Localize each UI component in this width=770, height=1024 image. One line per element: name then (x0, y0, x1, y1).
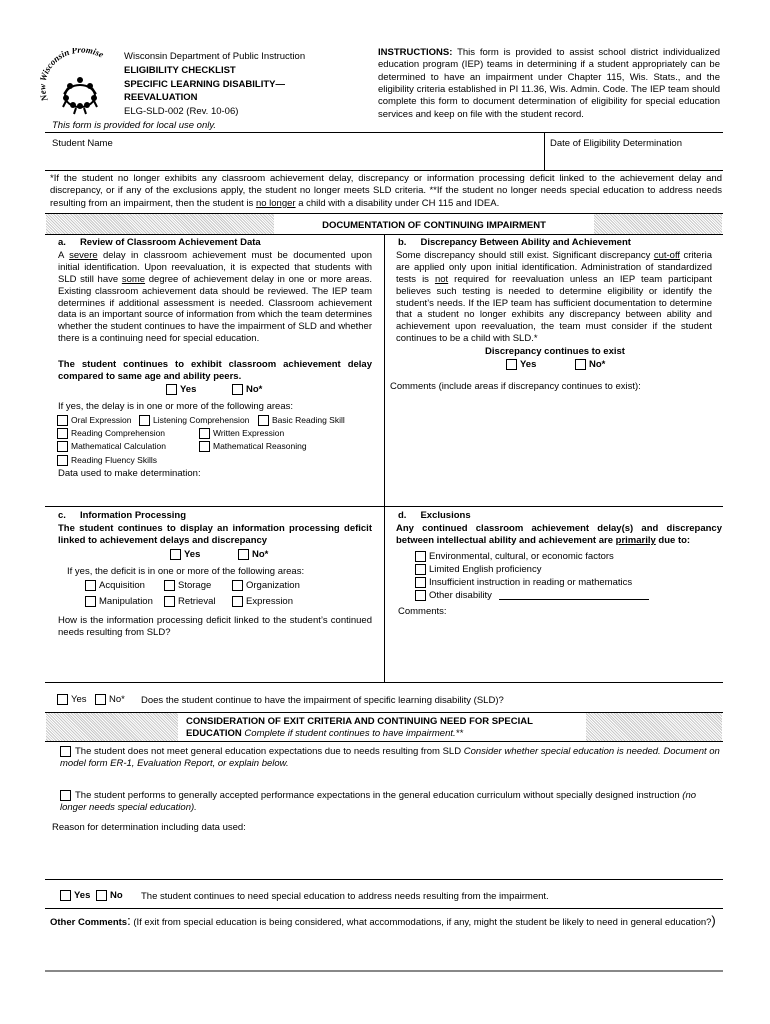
storage-label: Storage (178, 580, 212, 591)
basic-reading-label: Basic Reading Skill (272, 415, 345, 426)
sec-a-if-yes: If yes, the delay is in one or more of the following areas: (58, 401, 293, 412)
sec-a-title: Review of Classroom Achievement Data (79, 237, 261, 248)
sec-a-no-checkbox[interactable] (232, 384, 243, 395)
form-title-2: SPECIFIC LEARNING DISABILITY— (124, 78, 285, 90)
sec-b-letter: b. (398, 237, 407, 248)
form-title-1: ELIGIBILITY CHECKLIST (124, 64, 236, 76)
eligibility-note (50, 173, 722, 210)
exit-option-2-checkbox[interactable] (60, 790, 71, 801)
children-circle-icon (40, 48, 120, 118)
other-disability-field[interactable] (499, 591, 649, 600)
written-expression-checkbox[interactable] (199, 428, 210, 439)
storage-checkbox[interactable] (164, 580, 175, 591)
retrieval-checkbox[interactable] (164, 596, 175, 607)
sec-c-letter: c. (58, 510, 66, 521)
limited-english-checkbox[interactable] (415, 564, 426, 575)
student-name-field[interactable] (48, 148, 538, 168)
environmental-checkbox[interactable] (415, 551, 426, 562)
logo-text: isconsin Promise (40, 48, 106, 76)
manipulation-checkbox[interactable] (85, 596, 96, 607)
reading-fluency-label: Reading Fluency Skills (71, 455, 157, 466)
sec-b-yes-checkbox[interactable] (506, 359, 517, 370)
organization-checkbox[interactable] (232, 580, 243, 591)
instructions (378, 47, 720, 121)
reading-comprehension-label: Reading Comprehension (71, 428, 166, 439)
sec-c-how: How is the information processing deficit linked to the student’s continued needs resulting from SLD? (58, 615, 372, 638)
sec-a-question: The student continues to exhibit classroom achievement delay compared to same age and ability peers. (58, 359, 372, 382)
department-name: Wisconsin Department of Public Instruction (124, 51, 306, 62)
expression-checkbox[interactable] (232, 596, 243, 607)
oral-expression-checkbox[interactable] (57, 415, 68, 426)
form-id: ELG-SLD-002 (Rev. 10-06) (124, 106, 239, 118)
need-yes-checkbox[interactable] (60, 890, 71, 901)
limited-english-label: Limited English proficiency (429, 564, 542, 575)
note-text-1: *If the student no longer exhibits any classroom achievement delay, discrepancy or information processing deficit linked to the achievement delay and discrepancy, or if any of the exclusions apply, the student no longer meets SLD criteria. **If the student no longer needs special education to address needs resulting from an impairment, then the student is (50, 173, 722, 209)
listening-comprehension-label: Listening Comprehension (153, 415, 250, 426)
math-reasoning-checkbox[interactable] (199, 441, 210, 452)
sld-question: Does the student continue to have the impairment of specific learning disability (SLD)? (141, 695, 504, 706)
date-field[interactable] (548, 148, 720, 168)
sld-yes-label: Yes (71, 694, 87, 705)
listening-comprehension-checkbox[interactable] (139, 415, 150, 426)
need-no-checkbox[interactable] (96, 890, 107, 901)
sec-a-data-used: Data used to make determination: (58, 468, 201, 479)
sec-b-yes-label: Yes (520, 359, 537, 370)
acquisition-checkbox[interactable] (85, 580, 96, 591)
math-calculation-checkbox[interactable] (57, 441, 68, 452)
sec-c-yes-label: Yes (184, 549, 201, 560)
need-yes-label: Yes (74, 890, 91, 901)
sld-no-label: No* (109, 694, 125, 705)
other-disability-label: Other disability (429, 590, 492, 601)
exit-criteria-title: CONSIDERATION OF EXIT CRITERIA AND CONTINUING NEED FOR SPECIAL EDUCATION Complete if student continues to have impairment.** (186, 716, 533, 739)
sec-d-letter: d. (398, 510, 407, 521)
sec-d-title: Exclusions (420, 510, 471, 521)
need-question: The student continues to need special education to address needs resulting from the impairment. (141, 891, 549, 902)
date-label: Date of Eligibility Determination (550, 138, 683, 149)
exit-reason-label: Reason for determination including data used: (52, 822, 246, 833)
sec-a-yes-checkbox[interactable] (166, 384, 177, 395)
sec-a-yes-label: Yes (180, 384, 197, 395)
instructions-label: INSTRUCTIONS: (378, 47, 453, 58)
exit-option-1-checkbox[interactable] (60, 746, 71, 757)
local-use-note: This form is provided for local use only. (52, 120, 217, 131)
acquisition-label: Acquisition (99, 580, 145, 591)
instructions-text: This form is provided to assist school district individualized education program (IEP) teams in determining if a student appropriately can be determined to have an impairment under Chapter 115, Wis. Stats., and the eligibility criteria established in PI 11.36, Wis. Admin. Code. The IEP team should complete this form to document determination of eligibility for special education services and keep on file with the student record. (378, 47, 721, 120)
sec-c-title: Information Processing (79, 510, 187, 521)
note-text-3: a child with a disability under CH 115 and IDEA. (295, 197, 500, 209)
reading-fluency-checkbox[interactable] (57, 455, 68, 466)
sec-b-body: Some discrepancy should still exist. Significant discrepancy cut-off criteria are applied only upon initial identification. Administration of standardized tests is not required for reevaluation unless an IEP team participant believes such testing is needed to determine eligibility or identify the student’s needs. If the IEP team has sufficient documentation to determine that a student no longer exhibits any discrepancy between ability and achievement upon reevaluation, the team must consider if the student continues to be a child with SLD.* (396, 250, 713, 345)
need-no-label: No (110, 890, 123, 901)
sec-b-exists: Discrepancy continues to exist (485, 346, 625, 357)
sec-c-no-checkbox[interactable] (238, 549, 249, 560)
basic-reading-checkbox[interactable] (258, 415, 269, 426)
documentation-title: DOCUMENTATION OF CONTINUING IMPAIRMENT (322, 220, 546, 231)
manipulation-label: Manipulation (99, 596, 153, 607)
expression-label: Expression (246, 596, 293, 607)
sec-c-question: The student continues to display an information processing deficit linked to achievement delays and discrepancy (58, 523, 372, 546)
exit-option-2: The student performs to generally accepted performance expectations in the general education curriculum without specially designed instruction (no longer needs special education). (60, 790, 697, 814)
sec-b-no-checkbox[interactable] (575, 359, 586, 370)
retrieval-label: Retrieval (178, 596, 216, 607)
other-comments: Other Comments: (If exit from special education is being considered, what accommodations, if any, might the student be likely to need in general education?) (50, 913, 716, 928)
other-comments-text: (If exit from special education is being considered, what accommodations, if any, might the student be likely to need in general education? (133, 917, 712, 928)
other-disability-checkbox[interactable] (415, 590, 426, 601)
exit-option-1: The student does not meet general education expectations due to needs resulting from SLD Consider whether special education is needed. Document on model form ER-1, Evaluation Report, or explain below. (60, 746, 720, 770)
sec-a-body: A severe delay in classroom achievement must be documented upon initial identification. Upon reevaluation, it is expected that students with SLD still have some degree of achievement delay in one or more areas. Existing classroom achievement data should be reviewed. The IEP team determines if additional assessment is needed. Classroom achievement data is an important source of information from which the team determines whether the student continues to have the impairment of SLD and whether there is a continuing need for special education. (58, 250, 373, 345)
insufficient-instruction-checkbox[interactable] (415, 577, 426, 588)
sec-b-comments: Comments (include areas if discrepancy continues to exist): (390, 381, 641, 392)
math-reasoning-label: Mathematical Reasoning (213, 441, 307, 452)
environmental-label: Environmental, cultural, or economic factors (429, 551, 614, 562)
sld-yes-checkbox[interactable] (57, 694, 68, 705)
sec-b-no-label: No* (589, 359, 606, 370)
oral-expression-label: Oral Expression (71, 415, 132, 426)
sld-no-checkbox[interactable] (95, 694, 106, 705)
sec-a-letter: a. (58, 237, 66, 248)
reading-comprehension-checkbox[interactable] (57, 428, 68, 439)
form-title-3: REEVALUATION (124, 92, 198, 104)
organization-label: Organization (246, 580, 300, 591)
wisconsin-promise-logo (40, 48, 120, 118)
student-name-label: Student Name (52, 138, 113, 149)
sec-c-no-label: No* (252, 549, 269, 560)
sec-c-if-yes: If yes, the deficit is in one or more of the following areas: (67, 566, 305, 577)
sec-a-no-label: No* (246, 384, 263, 395)
sec-c-yes-checkbox[interactable] (170, 549, 181, 560)
other-comments-label: Other Comments (50, 917, 128, 928)
written-expression-label: Written Expression (213, 428, 285, 439)
sec-d-question: Any continued classroom achievement delay(s) and discrepancy between intellectual ability and achievement are primarily due to: (396, 523, 722, 546)
insufficient-instruction-label: Insufficient instruction in reading or mathematics (429, 577, 633, 588)
sec-d-comments: Comments: (398, 606, 447, 617)
sec-b-title: Discrepancy Between Ability and Achievement (420, 237, 631, 248)
note-text-no-longer: no longer (255, 197, 296, 209)
math-calculation-label: Mathematical Calculation (71, 441, 166, 452)
